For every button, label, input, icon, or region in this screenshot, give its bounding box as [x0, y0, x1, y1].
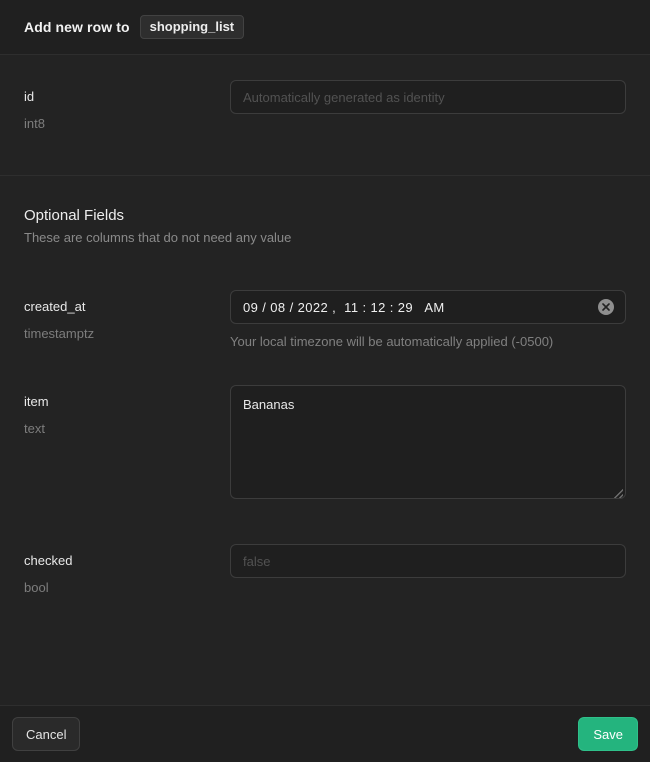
required-fields-section [0, 55, 650, 175]
optional-fields-section [0, 175, 650, 705]
created-at-field-name: created_at [24, 299, 86, 314]
optional-fields-subheading: These are columns that do not need any value [24, 230, 292, 245]
table-name-badge: shopping_list [140, 15, 245, 39]
panel-footer [0, 705, 650, 762]
item-textarea[interactable] [230, 385, 626, 499]
id-field-name: id [24, 89, 35, 104]
created-at-datetime-input[interactable] [230, 290, 626, 324]
timezone-helper-text: Your local timezone will be automatically applied (-0500) [230, 334, 554, 349]
item-field-type: text [24, 421, 45, 436]
checked-label-column [24, 544, 230, 597]
item-field-name: item [24, 394, 49, 409]
optional-fields-heading: Optional Fields [24, 207, 125, 224]
field-row-item [24, 385, 626, 502]
checked-field-name: checked [24, 553, 73, 568]
checked-input[interactable] [230, 544, 626, 578]
created-at-field-type: timestamptz [24, 326, 95, 341]
clear-datetime-button[interactable] [598, 299, 614, 315]
created-at-label-column [24, 290, 230, 343]
id-field-type: int8 [24, 116, 45, 131]
field-row-created-at [24, 290, 626, 351]
checked-field-type: bool [24, 580, 49, 595]
panel-title: Add new row to [24, 19, 130, 35]
id-input[interactable] [230, 80, 626, 114]
item-label-column [24, 385, 230, 438]
field-row-id [24, 80, 626, 133]
panel-content [0, 55, 650, 705]
panel-header [0, 0, 650, 55]
x-circle-icon [602, 303, 610, 311]
field-row-checked [24, 544, 626, 597]
save-button[interactable]: Save [578, 717, 638, 751]
id-label-column [24, 80, 230, 133]
cancel-button[interactable]: Cancel [12, 717, 80, 751]
